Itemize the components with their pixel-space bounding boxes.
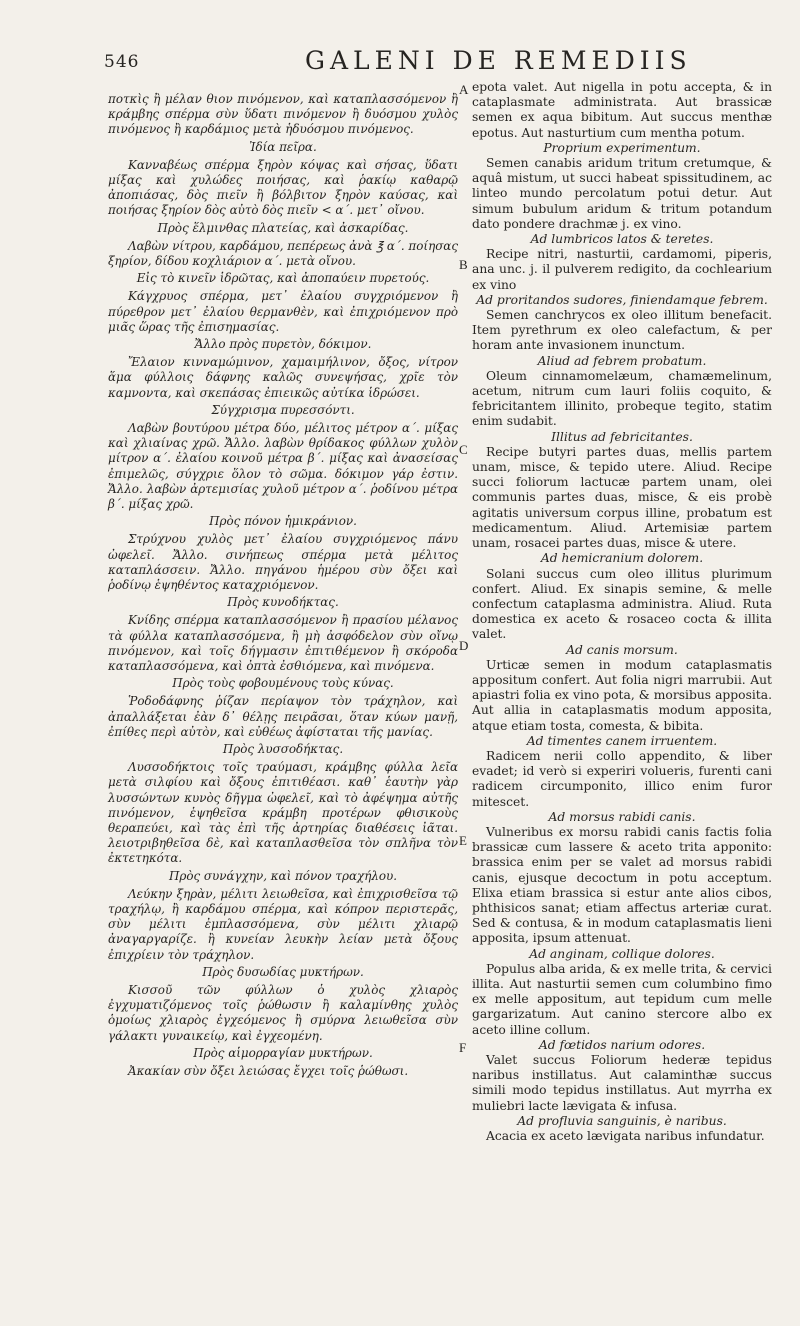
greek-section-text: Λαβὼν νίτρου, καρδάμου, πεπέρεως ἀνὰ ℥ α΄. ποίησας ξηρίον, δίδου κοχλιάριον α΄. μετὰ οἴνου.: [108, 238, 458, 268]
latin-section-heading: Ad morsus rabidi canis.: [548, 809, 696, 824]
latin-section-text: Acacia ex aceto lævigata naribus infundatur.: [486, 1129, 765, 1144]
latin-section: [472, 734, 772, 810]
greek-section-heading: Εἰς τὸ κινεῖν ἱδρῶτας, καὶ ἀποπαύειν πυρετούς.: [136, 271, 430, 286]
latin-section-heading: Aliud ad febrem probatum.: [537, 353, 707, 368]
latin-column: [472, 80, 772, 1144]
greek-section-text: Λαβὼν βουτύρου μέτρα δύο, μέλιτος μέτρον α΄. μίξας καὶ χλιαίνας χρῶ. Ἄλλο. λαβὼν θρίδακος φύλλων χυλὸν μίτρον α΄. ἐλαίου κοινοῦ μέτρα β΄. μίξας καὶ ἀνασείσας ἐπιμελῶς, σύγχριε ὅλον τὸ σῶμα. δόκιμον γάρ ἐστιν. Ἄλλο. λαβὼν ἀρτεμισίας χυλοῦ μέτρον α΄. ῥοδίνου μέτρα β΄. μίξας χρῶ.: [108, 420, 458, 511]
greek-section-heading: Πρὸς λυσσοδήκτας.: [222, 742, 344, 757]
greek-section-heading: Πρὸς συνάγχην, καὶ πόνον τραχήλου.: [168, 868, 398, 883]
latin-section-text: Urticæ semen in modum cataplasmatis appositum confert. Aut folia nigri marrubii. Aut apiastri folia ex vino pota, & morsibus apposita. Aut allia in cataplasmatis modum apposita, atque etiam tosta, comesta, & bibita.: [472, 657, 772, 733]
greek-section: [108, 595, 458, 674]
greek-section-text: Στρύχνου χυλὸς μετ᾽ ἐλαίου συγχριόμενος πάνυ ὠφελεῖ. Ἄλλο. σινήπεως σπέρμα μετὰ μέλιτος καταπλάσσειν. Ἄλλο. πηγάνου ἡμέρου σὺν ὄξει καὶ ῥοδίνῳ ἑψηθέντος καταχριόμενον.: [108, 532, 458, 592]
greek-section: [108, 514, 458, 593]
latin-section-heading: Illitus ad febricitantes.: [551, 429, 693, 444]
latin-section-heading: Ad profluvia sanguinis, è naribus.: [517, 1113, 727, 1128]
greek-section: [108, 1046, 458, 1079]
latin-section: [472, 1114, 772, 1144]
greek-section: [108, 742, 458, 867]
greek-section-heading: Ἄλλο πρὸς πυρετὸν, δόκιμον.: [194, 336, 372, 351]
greek-section: [108, 140, 458, 219]
latin-section-heading: Ad proritandos sudores, finiendamque febrem.: [476, 292, 768, 307]
latin-section-text: Recipe butyri partes duas, mellis partem unam, misce, & tepido utere. Aliud. Recipe succi foliorum lactucæ partem unam, olei communis partes duas, misce, & eis probè agitatis universum corpus illine, probatum est medicamentum. Aliud. Artemisiæ partem unam, rosacei partes duas, misce & utere.: [472, 444, 772, 551]
latin-section: [472, 1038, 772, 1114]
greek-section-heading: Ἰδία πεῖρα.: [249, 139, 317, 154]
greek-section-heading: Πρὸς ἕλμινθας πλατείας, καὶ ἀσκαρίδας.: [157, 220, 409, 235]
latin-section-heading: Ad lumbricos latos & teretes.: [530, 232, 714, 247]
latin-section-text: Populus alba arida, & ex melle trita, & cervici illita. Aut nasturtii semen cum columbino fimo ex melle appositum, aut tepidum cum melle gargarizatum. Aut canino stercore albo ex aceto illine collum.: [472, 961, 772, 1037]
latin-section: [472, 643, 772, 734]
latin-section: [472, 293, 772, 354]
latin-section-text: Valet succus Foliorum hederæ tepidus naribus instillatus. Aut calaminthæ succus simili modo tepidus instillatus. Aut myrrha ex muliebri lacte lævigata & infusa.: [472, 1053, 772, 1113]
latin-section-heading: Ad hemicranium dolorem.: [540, 551, 704, 566]
greek-section-text: Κανναβέως σπέρμα ξηρὸν κόψας καὶ σήσας, ὕδατι μίξας καὶ χυλώδες ποιήσας, καὶ ῥακίῳ καθαρῷ ἀποπιάσας, δὸς πιεῖν ἢ βόλβιτον ξηρὸν καύσας, καὶ ποιήσας ξηρίον δὸς αὐτὸ δὸς πιεῖν < α΄. μετ᾽ οἴνου.: [108, 157, 458, 218]
margin-letter-e: E: [459, 833, 467, 848]
greek-section-heading: Πρὸς πόνον ἡμικράνιον.: [209, 514, 357, 529]
greek-section-text: Κάγχρυος σπέρμα, μετ᾽ ἐλαίου συγχριόμενον ἢ πύρεθρον μετ᾽ ἐλαίου θερμανθὲν, καὶ ἐπιχριόμενον πρὸ μιᾶς ὥρας τῆς ἐπισημασίας.: [108, 289, 458, 334]
margin-letter-b: B: [459, 257, 468, 272]
greek-section: [108, 965, 458, 1044]
greek-section-heading: Πρὸς δυσωδίας μυκτήρων.: [202, 964, 364, 979]
greek-section-text: Ἀκακίαν σὺν ὄξει λειώσας ἔγχει τοῖς ῥώθωσι.: [128, 1064, 409, 1079]
greek-section: [108, 676, 458, 740]
latin-section-heading: Ad anginam, collique dolores.: [529, 946, 715, 961]
greek-section-text: Λεύκην ξηρὰν, μέλιτι λειωθεῖσα, καὶ ἐπιχρισθεῖσα τῷ τραχήλῳ, ἢ καρδάμου σπέρμα, καὶ κόπρον περιστερᾶς, σὺν μέλιτι ἐμπλασσόμενα, σὺν μέλιτι χλιαρῷ ἀναγαργαρίζε. ἢ κυνείαν λευκὴν λείαν μετὰ ὄξους ἐπιχρίειν τὸν τράχηλον.: [108, 886, 458, 962]
greek-opening-text: ποτκὶς ἢ μέλαν θιον πινόμενον, καὶ καταπλασσόμενον ἢ κράμβης σπέρμα σὺν ὕδατι πινόμενον ἢ δυόσμου χυλὸς πινόμενος ἢ καρδάμιος μετὰ ἡδυόσμου πινόμενος.: [108, 91, 458, 137]
latin-section-text: Radicem nerii collo appendito, & liber evadet; id verò si experiri volueris, furenti cani radicem circumponito, illico enim furor mitescet.: [472, 748, 772, 809]
greek-section-heading: Σύγχρισμα πυρεσσόντι.: [211, 402, 355, 417]
latin-section: [472, 551, 772, 642]
greek-section-heading: Πρὸς κυνοδήκτας.: [227, 595, 339, 610]
latin-section-heading: Proprium experimentum.: [543, 140, 701, 155]
latin-section: [472, 232, 772, 293]
latin-section: [472, 354, 772, 430]
latin-section-text: Oleum cinnamomelæum, chamæmelinum, acetum, nitrum cum lauri foliis coquito, & febricitantem illinito, probeque tegito, statim enim sudabit.: [472, 368, 772, 429]
greek-section-text: Λυσσοδήκτοις τοῖς τραύμασι, κράμβης φύλλα λεῖα μετὰ σιλφίου καὶ ὄξους ἐπιτιθέασι. καθ᾽ ἑαυτὴν γὰρ λυσσώντων κυνὸς δῆγμα ὠφελεῖ, καὶ τὸ ἀφέψημα αὐτῆς πινόμενον, ἑψηθεῖσα κράμβη προτέρων φθισικοὺς θεραπεύει, καὶ τὰς ἐπὶ τῆς ἀρτηρίας διαθέσεις ἰᾶται. λειοτριβηθεῖσα δὲ, καὶ καταπλασθεῖσα τὸν σπλῆνα τὸν ἐκτετηκότα.: [108, 760, 458, 866]
page-number: 546: [104, 52, 140, 72]
latin-opening-text: epota valet. Aut nigella in potu accepta, & in cataplasmate administrata. Aut brassicæ semen ex aqua bibitum. Aut succus menthæ epotus. Aut nasturtium cum mentha potum.: [472, 80, 772, 140]
page-header: [0, 46, 800, 82]
latin-section-text: Vulneribus ex morsu rabidi canis factis folia brassicæ cum lassere & aceto trita apponito: brassica enim per se valet ad morsus rabidi canis, ejusque decoctum in potu acceptum. Elixa etiam brassica si estur ante alios cibos, phthisicos sanat; etiam affectus arteriæ curat. Sed & contusa, & in modum cataplasmatis lieni apposita, ipsum attenuat.: [472, 824, 772, 946]
greek-section-heading: Πρὸς τοὺς φοβουμένους τοὺς κύνας.: [172, 676, 394, 691]
latin-section-text: Semen canabis aridum tritum cretumque, & aquâ mistum, ut succi habeat spissitudinem, ac linteo mundo percolatum potui detur. Aut simum bubulum aridum & tritum potandum dato pondere drachmæ j. ex vino.: [472, 156, 772, 231]
greek-section: [108, 869, 458, 963]
greek-section-text: Κισσοῦ τῶν φύλλων ὁ χυλὸς χλιαρὸς ἐγχυματιζόμενος τοῖς ῥώθωσιν ἢ καλαμίνθης χυλὸς ὁμοίως χλιαρὸς ἐγχεόμενος ἢ σμύρνα λειωθεῖσα σὺν γάλακτι γυναικείῳ, καὶ ἐγχεομένη.: [108, 983, 458, 1043]
latin-section-heading: Ad canis morsum.: [566, 642, 678, 657]
latin-section: [472, 810, 772, 947]
latin-section-text: Solani succus cum oleo illitus plurimum confert. Aliud. Ex sinapis semine, & melle confectum cataplasma administra. Aliud. Ruta domestica ex aceto & rosaceo cocta & illita valet.: [472, 566, 772, 642]
margin-letter-f: F: [459, 1040, 467, 1055]
greek-section-heading: Πρὸς αἱμορραγίαν μυκτήρων.: [193, 1045, 373, 1060]
greek-section: [108, 403, 458, 512]
latin-section-text: Semen canchrycos ex oleo illitum benefacit. Item pyrethrum ex oleo calefactum, & per horam ante invasionem inunctum.: [472, 308, 772, 353]
greek-section-text: Ῥοδοδάφνης ῥίζαν περίαψον τὸν τράχηλον, καὶ ἀπαλλάξεται ἐὰν δ᾽ θέλῃς πειρᾶσαι, ὅταν κύων μανῇ, ἐπίθες περὶ αὐτὸν, καὶ εὐθέως ἀφίσταται τῆς μανίας.: [108, 694, 458, 739]
margin-letter-d: D: [459, 638, 469, 653]
latin-section: [472, 141, 772, 232]
latin-section-text: Recipe nitri, nasturtii, cardamomi, piperis, ana unc. j. il pulverem redigito, da cochlearium ex vino: [472, 247, 772, 292]
margin-letter-c: C: [459, 442, 468, 457]
running-title: GALENI DE REMEDIIS: [305, 46, 692, 75]
greek-section-text: Ἔλαιον κινναμώμινον, χαμαιμήλινον, ὄξος, νίτρον ἅμα φύλλοις δάφνης καλῶς συνεψήσας, χρῖε τὸν καμνοντα, καὶ σκεπάσας ἐπιεικῶς αὐτίκα ἱδρώσει.: [108, 355, 458, 400]
latin-section: [472, 430, 772, 552]
margin-letter-a: A: [459, 82, 469, 97]
greek-column: [108, 80, 458, 1081]
latin-section: [472, 947, 772, 1038]
latin-section-heading: Ad timentes canem irruentem.: [526, 733, 718, 748]
greek-section: [108, 337, 458, 401]
latin-section-heading: Ad fœtidos narium odores.: [538, 1037, 706, 1052]
greek-section-text: Κνίδης σπέρμα καταπλασσόμενον ἢ πρασίου μέλανος τὰ φύλλα καταπλασσόμενα, ἢ μὴ ἀσφόδελον σὺν οἴνῳ πινόμενον, καὶ τοῖς δήγμασιν ἐπιτιθέμενον ἢ σκόροδα καταπλασσόμενα, καὶ ὀπτὰ ἐσθιόμενα, καὶ πινόμενα.: [108, 613, 458, 673]
greek-section: [108, 221, 458, 270]
greek-section: [108, 271, 458, 335]
